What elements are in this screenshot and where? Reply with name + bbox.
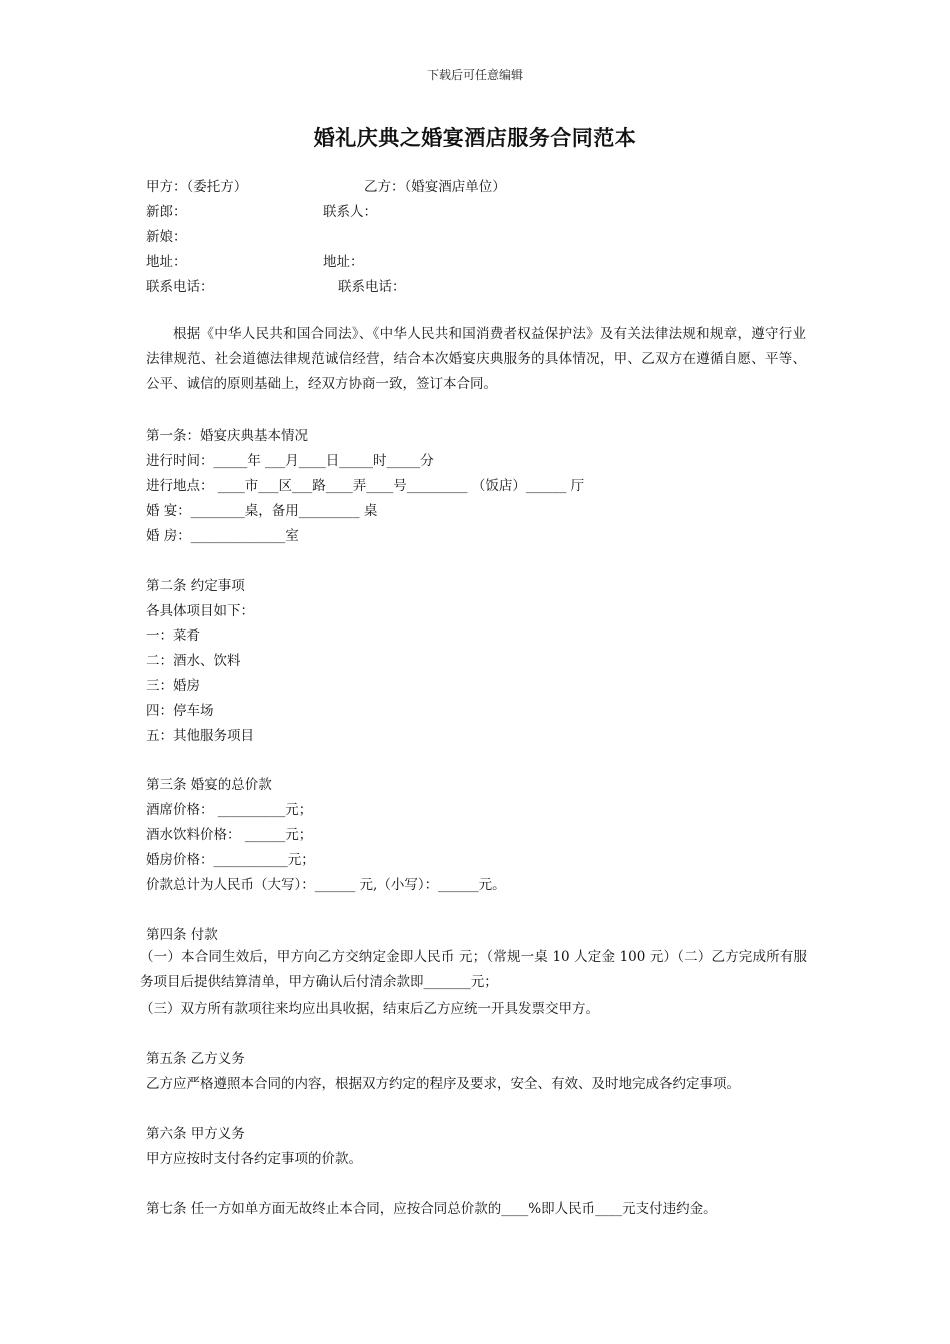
list-item: 四：停车场 [146,703,214,719]
address-a-label: 地址： [146,254,187,270]
room-price: 婚房价格：___________元； [146,852,315,868]
article-2-sub: 各具体项目如下： [146,603,254,619]
contact-label: 联系人： [323,204,377,220]
article-4-paragraph-2: （三）双方所有款项往来均应出具收据，结束后乙方应统一开具发票交甲方。 [140,1001,599,1017]
party-a-label: 甲方：（委托方） [146,179,248,195]
total-price: 价款总计为人民币（大写）：______ 元,（小写）：______元。 [146,877,506,893]
address-b-label: 地址： [323,254,364,270]
phone-b-label: 联系电话： [338,279,406,295]
article-4-heading: 第四条 付款 [146,927,218,943]
list-item: 五：其他服务项目 [146,728,254,744]
bride-label: 新娘： [146,229,187,245]
list-item: 一：菜肴 [146,628,200,644]
article-7-text: 第七条 任一方如单方面无故终止本合同，应按合同总价款的____%即人民币____元支付违约金。 [146,1201,717,1217]
party-b-label: 乙方：（婚宴酒店单位） [364,179,506,195]
header-note: 下载后可任意编辑 [426,68,523,82]
article-6-heading: 第六条 甲方义务 [146,1126,245,1142]
article-5-heading: 第五条 乙方义务 [146,1051,245,1067]
table-price: 酒席价格： __________元； [146,802,313,818]
article-1-banquet: 婚 宴：________桌，备用_________ 桌 [146,503,378,519]
list-item: 三：婚房 [146,678,200,694]
groom-label: 新郎： [146,204,187,220]
article-6-text: 甲方应按时支付各约定事项的价款。 [146,1151,362,1167]
drink-price: 酒水饮料价格： ______元； [146,827,313,843]
article-1-heading: 第一条：婚宴庆典基本情况 [146,428,308,444]
article-4-paragraph-1: （一）本合同生效后，甲方向乙方交纳定金即人民币 元；（常规一桌 10 人定金 100 元）（二）乙方完成所有服务项目后提供结算清单，甲方确认后付清余款即_______元； [140,949,807,990]
intro-paragraph: 根据《中华人民共和国合同法》、《中华人民共和国消费者权益保护法》及有关法律法规和规章，遵守行业法律规范、社会道德法律规范诚信经营，结合本次婚宴庆典服务的具体情况，甲、乙双方在遵循自愿、平等、公平、诚信的原则基础上，经双方协商一致，签订本合同。 [146,326,806,392]
article-5-text: 乙方应严格遵照本合同的内容，根据双方约定的程序及要求，安全、有效、及时地完成各约定事项。 [146,1076,740,1092]
article-2-heading: 第二条 约定事项 [146,578,245,594]
article-1-time: 进行时间：_____年 ___月____日_____时_____分 [146,453,434,469]
article-1-room: 婚 房：______________室 [146,528,299,544]
list-item: 二：酒水、饮料 [146,653,241,669]
article-1-place: 进行地点： ____市___区___路____弄____号_________ （饭店）______ 厅 [146,478,585,494]
article-3-heading: 第三条 婚宴的总价款 [146,777,272,793]
phone-a-label: 联系电话： [146,279,214,295]
document-title: 婚礼庆典之婚宴酒店服务合同范本 [313,125,637,150]
